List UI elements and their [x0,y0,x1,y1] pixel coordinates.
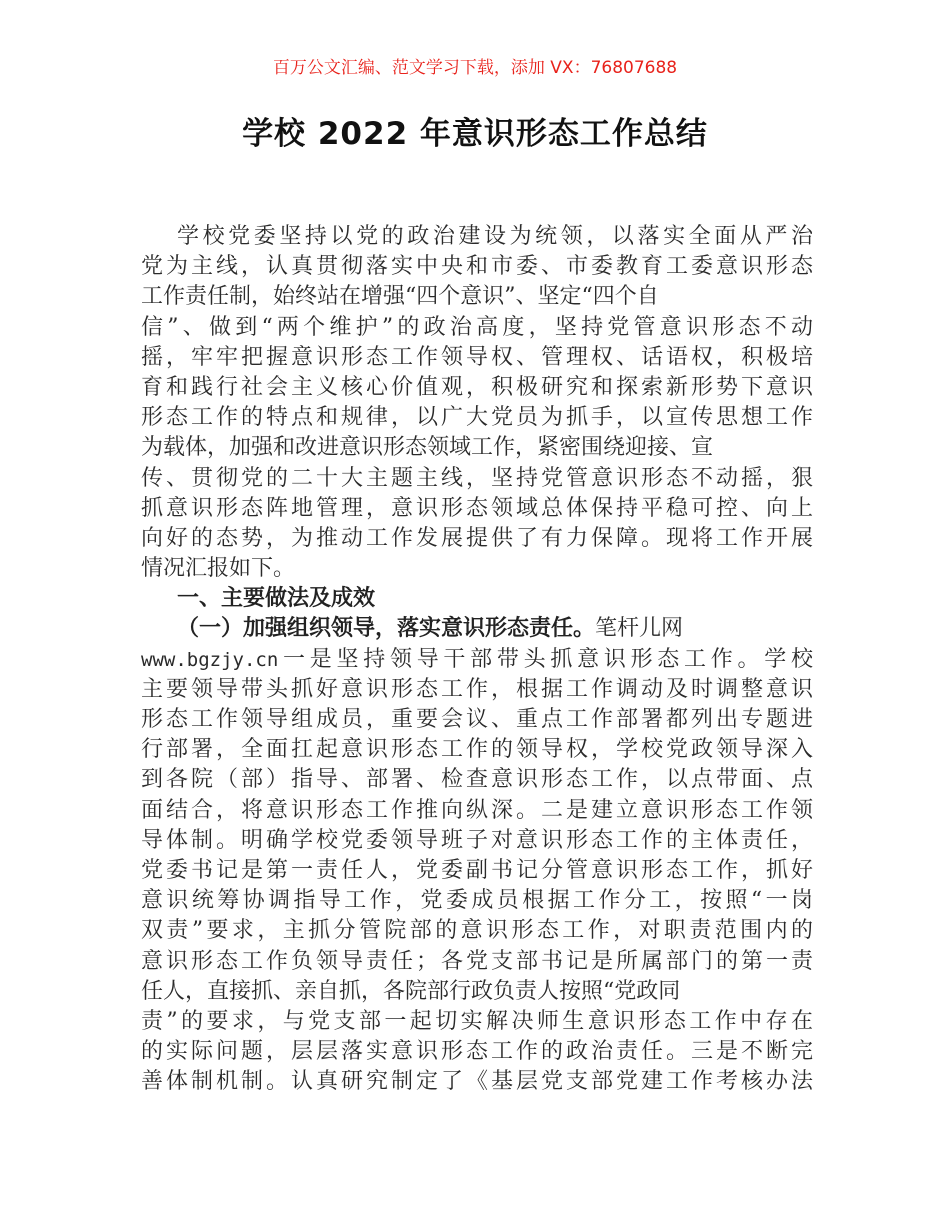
body-line: 善体制机制。认真研究制定了《基层党支部党建工作考核办法 [141,1069,813,1095]
subsection-heading-suffix: 笔杆儿网 [595,616,684,642]
body-line: 行部署，全面扛起意识形态工作的领导权，学校党政领导深入 [141,737,813,763]
body-line: 任人，直接抓、亲自抓，各院部行政负责人按照“党政同 [141,978,681,1004]
intro-line: 学校党委坚持以党的政治建设为统领，以落实全面从严治 [177,224,813,249]
intro-line: 情况汇报如下。 [141,556,296,582]
intro-line: 为载体，加强和改进意识形态领域工作，紧密围绕迎接、宣 [141,435,714,461]
intro-line: 信”、做到“两个维护”的政治高度，坚持党管意识形态不动 [141,314,813,340]
intro-line: 工作责任制，始终站在增强“四个意识”、坚定“四个自 [141,284,659,310]
intro-line: 摇，牢牢把握意识形态工作领导权、管理权、话语权，积极培 [141,344,813,370]
subsection-first-line [141,645,813,675]
site-url-text: www.bgzjy.cn [141,648,279,671]
document-body [141,222,813,1097]
intro-line: 党为主线，认真贯彻落实中央和市委、市委教育工委意识形态 [141,254,813,280]
subsection-heading: （一）加强组织领导，落实意识形态责任。 [177,616,596,642]
intro-line: 传、贯彻党的二十大主题主线，坚持党管意识形态不动摇，狠 [141,465,813,491]
body-line: 责”的要求，与党支部一起切实解决师生意识形态工作中存在 [141,1008,813,1034]
body-line: 导体制。明确学校党委领导班子对意识形态工作的主体责任， [141,827,813,853]
intro-line: 抓意识形态阵地管理，意识形态领域总体保持平稳可控、向上 [141,495,813,521]
body-line: 意识统筹协调指导工作，党委成员根据工作分工，按照“一岗 [141,888,813,914]
promo-banner: 百万公文汇编、范文学习下载，添加 VX：76807688 [272,58,678,78]
body-line: 面结合，将意识形态工作推向纵深。二是建立意识形态工作领 [141,797,813,823]
subsection-heading-line [141,614,813,644]
body-line: 主要领导带头抓好意识形态工作，根据工作调动及时调整意识 [141,676,813,702]
body-line: 意识形态工作负领导责任；各党支部书记是所属部门的第一责 [141,948,813,974]
body-line: 形态工作领导组成员，重要会议、重点工作部署都列出专题进 [141,707,813,732]
intro-line: 形态工作的特点和规律，以广大党员为抓手，以宣传思想工作 [141,405,813,431]
intro-line: 向好的态势，为推动工作发展提供了有力保障。现将工作开展 [141,525,813,551]
body-line: 双责”要求，主抓分管院部的意识形态工作，对职责范围内的 [141,918,813,944]
body-line: 的实际问题，层层落实意识形态工作的政治责任。三是不断完 [141,1039,813,1065]
subsection-first-line-rest: 一是坚持领导干部带头抓意识形态工作。学校 [278,646,813,672]
document-title: 学校 2022 年意识形态工作总结 [242,116,708,152]
body-line: 到各院（部）指导、部署、检查意识形态工作，以点带面、点 [141,767,813,793]
section-heading: 一、主要做法及成效 [177,586,376,612]
body-line: 党委书记是第一责任人，党委副书记分管意识形态工作，抓好 [141,857,813,883]
intro-line: 育和践行社会主义核心价值观，积极研究和探索新形势下意识 [141,374,813,400]
